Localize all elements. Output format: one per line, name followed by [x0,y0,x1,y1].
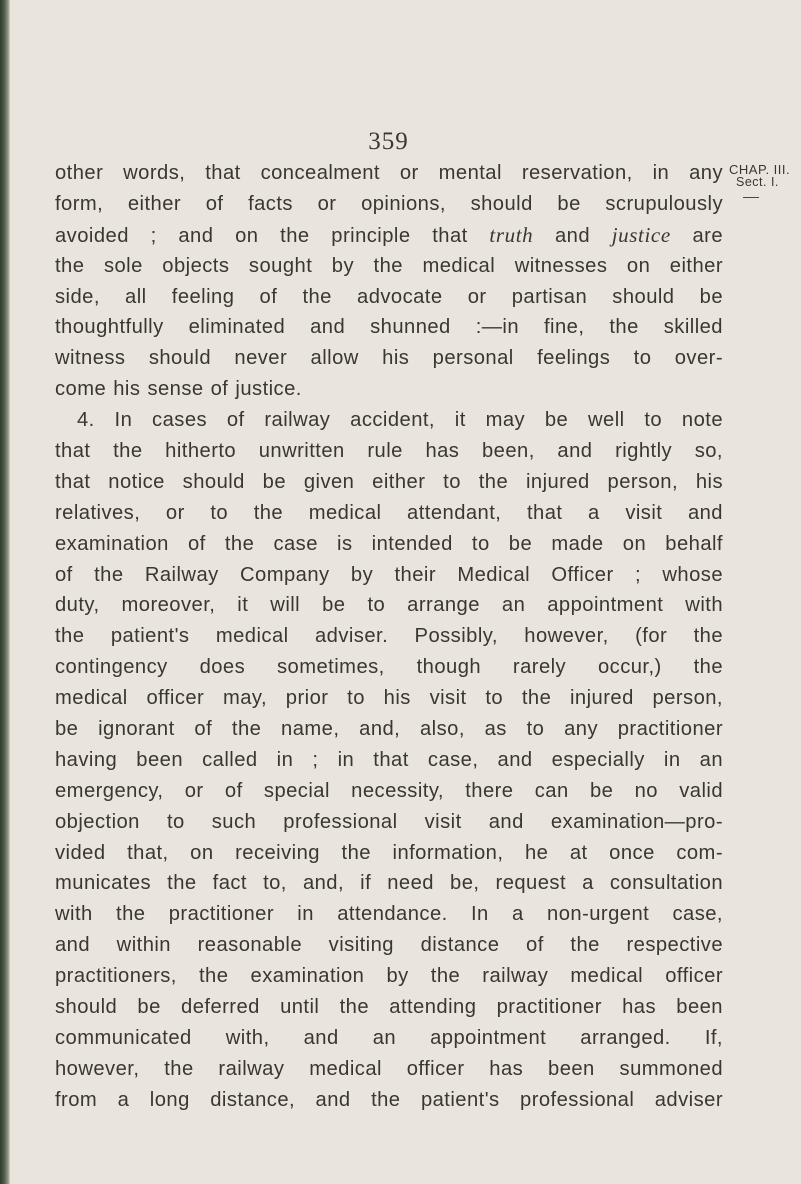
text-span: and [533,224,612,247]
text-line: should be deferred until the attending practitioner has been [55,996,723,1019]
text-span: are [670,224,724,247]
text-span: avoided ; and on the principle that [55,224,490,247]
margin-note-section: Sect. I. [736,175,779,189]
text-line: of the Railway Company by their Medical Officer ; whose [55,563,723,586]
italic-word: justice [611,222,671,247]
text-line: communicated with, and an appointment arranged. If, [55,1026,723,1049]
text-line: municates the fact to, and, if need be, request a consultation [55,872,723,895]
text-line: examination of the case is intended to be made on behalf [55,532,723,555]
text-line: relatives, or to the medical attendant, that a visit and [55,501,723,524]
text-line: contingency does sometimes, though rarely occur,) the [55,656,723,679]
text-line: side, all feeling of the advocate or partisan should be [55,285,723,308]
text-line: witness should never allow his personal feelings to over- [55,347,723,370]
text-line: objection to such professional visit and examination—pro- [55,810,723,833]
text-line: other words, that concealment or mental reservation, in any [55,162,723,184]
text-line: however, the railway medical officer has been summoned [55,1057,723,1080]
text-line: thoughtfully eliminated and shunned :—in fine, the skilled [55,316,723,339]
text-line: having been called in ; in that case, and especially in an [55,748,723,771]
text-line: that the hitherto unwritten rule has been, and rightly so, [55,440,723,463]
text-line: and within reasonable visiting distance of the respective [55,934,723,957]
text-line: vided that, on receiving the information, he at once com- [55,841,723,864]
text-line: practitioners, the examination by the railway medical officer [55,965,723,988]
margin-note [729,163,801,198]
italic-word: truth [489,222,534,247]
text-line: that notice should be given either to the injured person, his [55,470,723,493]
text-line: the patient's medical adviser. Possibly, however, (for the [55,625,723,648]
text-line: be ignorant of the name, and, also, as to any practitioner [55,718,723,741]
text-line: 4. In cases of railway accident, it may be well to note [77,409,723,432]
text-line: emergency, or of special necessity, there can be no valid [55,779,723,802]
text-line: come his sense of justice. [55,378,302,401]
text-line: form, either of facts or opinions, should be scrupulously [55,192,723,215]
page-binding-edge [0,0,10,1184]
text-line: the sole objects sought by the medical witnesses on either [55,254,723,277]
text-line: duty, moreover, it will be to arrange an appointment with [55,594,723,617]
text-line: with the practitioner in attendance. In a non-urgent case, [55,903,723,926]
text-line: from a long distance, and the patient's professional adviser [55,1088,723,1111]
text-line [55,220,723,251]
body-text [55,158,723,1116]
page-number: 359 [368,128,409,155]
margin-note-rule [743,197,759,198]
text-line: medical officer may, prior to his visit to the injured person, [55,687,723,710]
margin-note-chapter: CHAP. III. [729,162,791,177]
